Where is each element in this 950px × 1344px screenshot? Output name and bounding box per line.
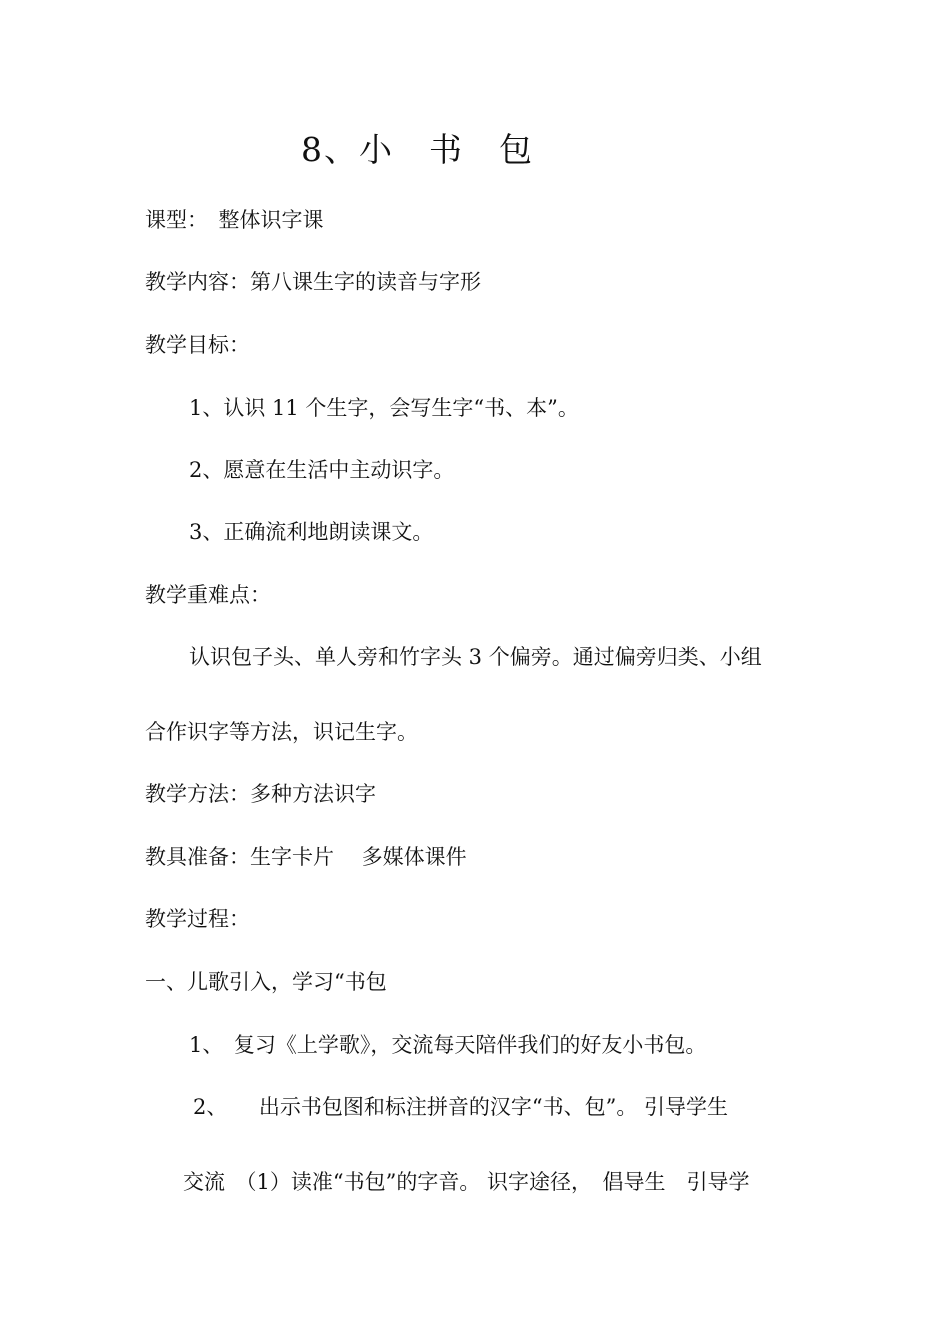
- teaching-goals-heading: 教学目标：: [145, 333, 250, 357]
- teaching-aids-line: 教具准备：生字卡片 多媒体课件: [145, 845, 467, 869]
- goal-item-3: 3、正确流利地朗读课文。: [189, 520, 434, 544]
- teaching-process-heading: 教学过程：: [145, 907, 250, 931]
- process-step-2-line-1: 2、 出示书包图和标注拼音的汉字“书、包”。 引导学生: [193, 1095, 729, 1119]
- lesson-title: 8、小 书 包: [301, 130, 534, 169]
- key-points-text-line-1: 认识包子头、单人旁和竹字头 3 个偏旁。通过偏旁归类、小组: [189, 645, 762, 669]
- goal-item-1: 1、认识 11 个生字，会写生字“书、本”。: [189, 396, 579, 420]
- key-points-heading: 教学重难点：: [145, 583, 271, 607]
- teaching-method-line: 教学方法：多种方法识字: [145, 782, 376, 806]
- course-type-line: 课型： 整体识字课: [145, 208, 324, 232]
- process-step-1: 1、 复习《上学歌》，交流每天陪伴我们的好友小书包。: [189, 1033, 707, 1057]
- teaching-content-line: 教学内容：第八课生字的读音与字形: [145, 270, 481, 294]
- goal-item-2: 2、愿意在生活中主动识字。: [189, 458, 455, 482]
- section-one-heading: 一、儿歌引入，学习“书包: [145, 970, 387, 994]
- process-step-2-line-2: 交流 （1）读准“书包”的字音。 识字途径， 倡导生 引导学: [183, 1170, 750, 1194]
- key-points-text-line-2: 合作识字等方法，识记生字。: [145, 720, 418, 744]
